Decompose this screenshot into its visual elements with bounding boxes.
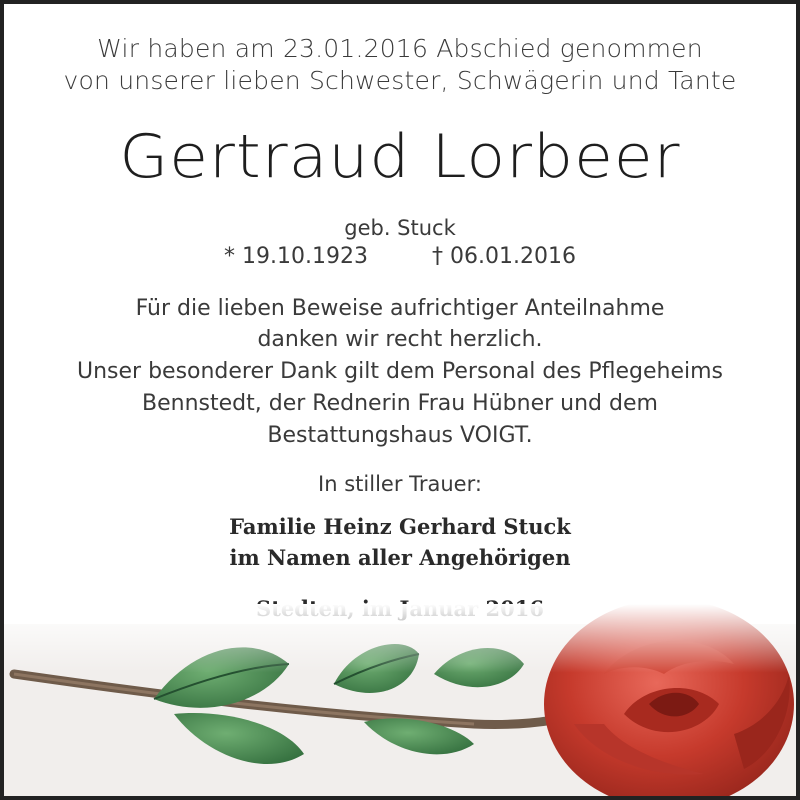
thanks-line-1: Für die lieben Beweise aufrichtiger Anteilnahme xyxy=(135,296,665,321)
death-date: † 06.01.2016 xyxy=(432,244,576,269)
life-dates xyxy=(4,244,796,269)
maiden-name: geb. Stuck xyxy=(344,216,456,240)
birth-date: * 19.10.1923 xyxy=(224,244,368,269)
thanks-line-2: danken wir recht herzlich. xyxy=(257,327,543,352)
thanks-line-3: Unser besonderer Dank gilt dem Personal des Pflegeheims xyxy=(76,359,724,384)
intro-line-2: von unserer lieben Schwester, Schwägerin und Tante xyxy=(63,66,737,95)
family-line-1: Familie Heinz Gerhard Stuck xyxy=(229,514,571,539)
mourning-line: In stiller Trauer: xyxy=(318,472,482,496)
red-rose-icon xyxy=(4,604,796,800)
thanks-line-5: Bestattungshaus VOIGT. xyxy=(267,423,533,448)
deceased-name: Gertraud Lorbeer xyxy=(119,122,681,192)
thanks-line-4: Bennstedt, der Rednerin Frau Hübner und dem xyxy=(142,391,658,416)
family-line-2: im Namen aller Angehörigen xyxy=(229,545,571,570)
intro-line-1: Wir haben am 23.01.2016 Abschied genommen xyxy=(97,34,703,63)
